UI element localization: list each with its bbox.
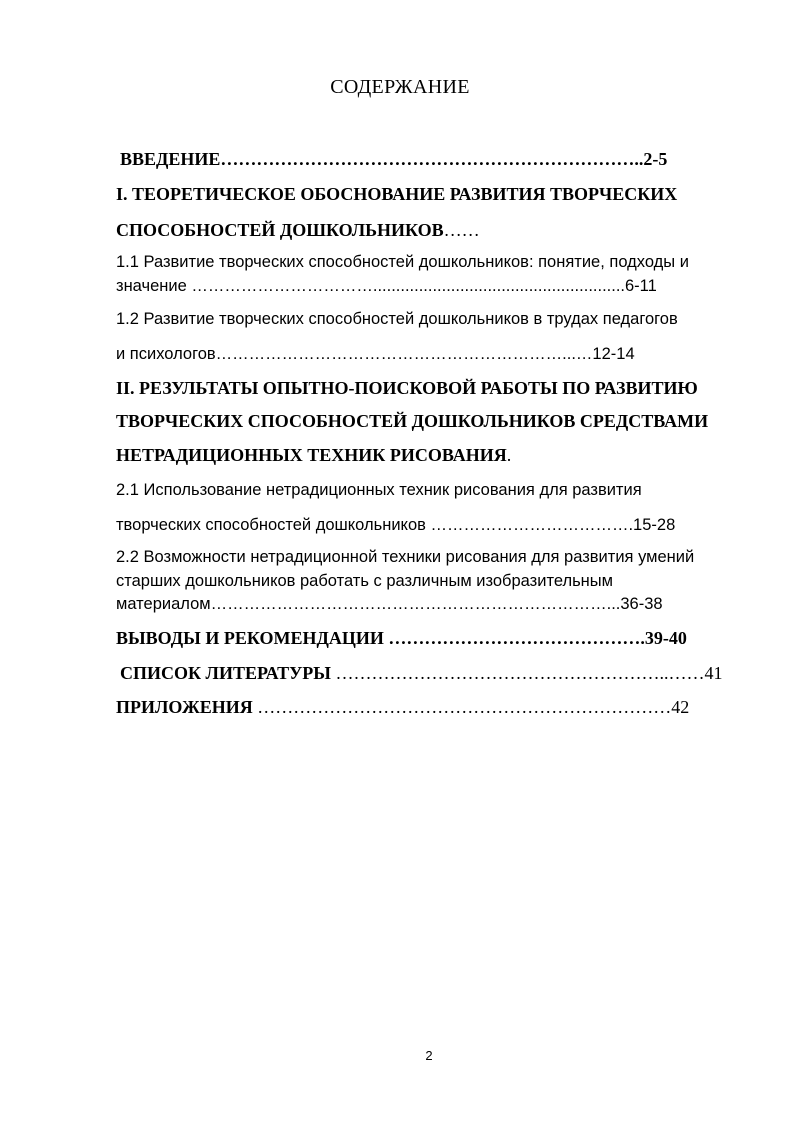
toc-section-1-2-line-1: 1.2 Развитие творческих способностей дошкольников в трудах педагогов	[116, 310, 678, 328]
toc-bibliography-dots: ………………………………………………..……41	[330, 663, 723, 683]
toc-appendix-title: ПРИЛОЖЕНИЯ	[116, 697, 253, 717]
toc-section-1-2-line-2: и психологов………………………………………………………...…12-14	[116, 345, 635, 363]
page-title: СОДЕРЖАНИЕ	[330, 76, 470, 98]
toc-section-1-1-line-1: 1.1 Развитие творческих способностей дошкольников: понятие, подходы и	[116, 253, 689, 271]
toc-chapter-2-line-2: ТВОРЧЕСКИХ СПОСОБНОСТЕЙ ДОШКОЛЬНИКОВ СРЕДСТВАМИ	[116, 411, 709, 431]
toc-chapter-2-line-3	[116, 444, 511, 466]
toc-intro: ВВЕДЕНИЕ……………………………………………………………..2-5	[120, 149, 668, 169]
toc-chapter-2-line-1: II. РЕЗУЛЬТАТЫ ОПЫТНО-ПОИСКОВОЙ РАБОТЫ ПО РАЗВИТИЮ	[116, 378, 698, 398]
page-number: 2	[425, 1048, 433, 1063]
toc-bibliography	[120, 662, 722, 684]
toc-section-2-1-line-1: 2.1 Использование нетрадиционных техник рисования для развития	[116, 481, 642, 499]
toc-conclusions: ВЫВОДЫ И РЕКОМЕНДАЦИИ …………………………………….39-40	[116, 628, 687, 648]
toc-appendix	[116, 696, 689, 718]
toc-section-2-2-line-2: старших дошкольников работать с различным изобразительным	[116, 572, 613, 590]
toc-bibliography-title: СПИСОК ЛИТЕРАТУРЫ	[120, 663, 331, 683]
toc-section-2-2-line-1: 2.2 Возможности нетрадиционной техники рисования для развития умений	[116, 548, 695, 566]
toc-chapter-2-title-end: НЕТРАДИЦИОННЫХ ТЕХНИК РИСОВАНИЯ	[116, 445, 507, 465]
toc-chapter-1-line-1: I. ТЕОРЕТИЧЕСКОЕ ОБОСНОВАНИЕ РАЗВИТИЯ ТВОРЧЕСКИХ	[116, 184, 678, 204]
toc-chapter-1-title-end: СПОСОБНОСТЕЙ ДОШКОЛЬНИКОВ	[116, 220, 444, 240]
toc-chapter-1-line-2	[116, 219, 480, 241]
toc-section-2-1-line-2: творческих способностей дошкольников ……………………………….15-28	[116, 516, 676, 534]
toc-chapter-1-dots: ……	[443, 220, 480, 240]
toc-chapter-2-dot: .	[506, 445, 512, 465]
toc-section-1-1-line-2: значение …………………………….......................................................6-11	[116, 277, 657, 295]
toc-appendix-dots: ……………………………………………………………42	[252, 697, 690, 717]
toc-section-2-2-line-3: материалом………………………………………………………………...36-38	[116, 595, 663, 613]
